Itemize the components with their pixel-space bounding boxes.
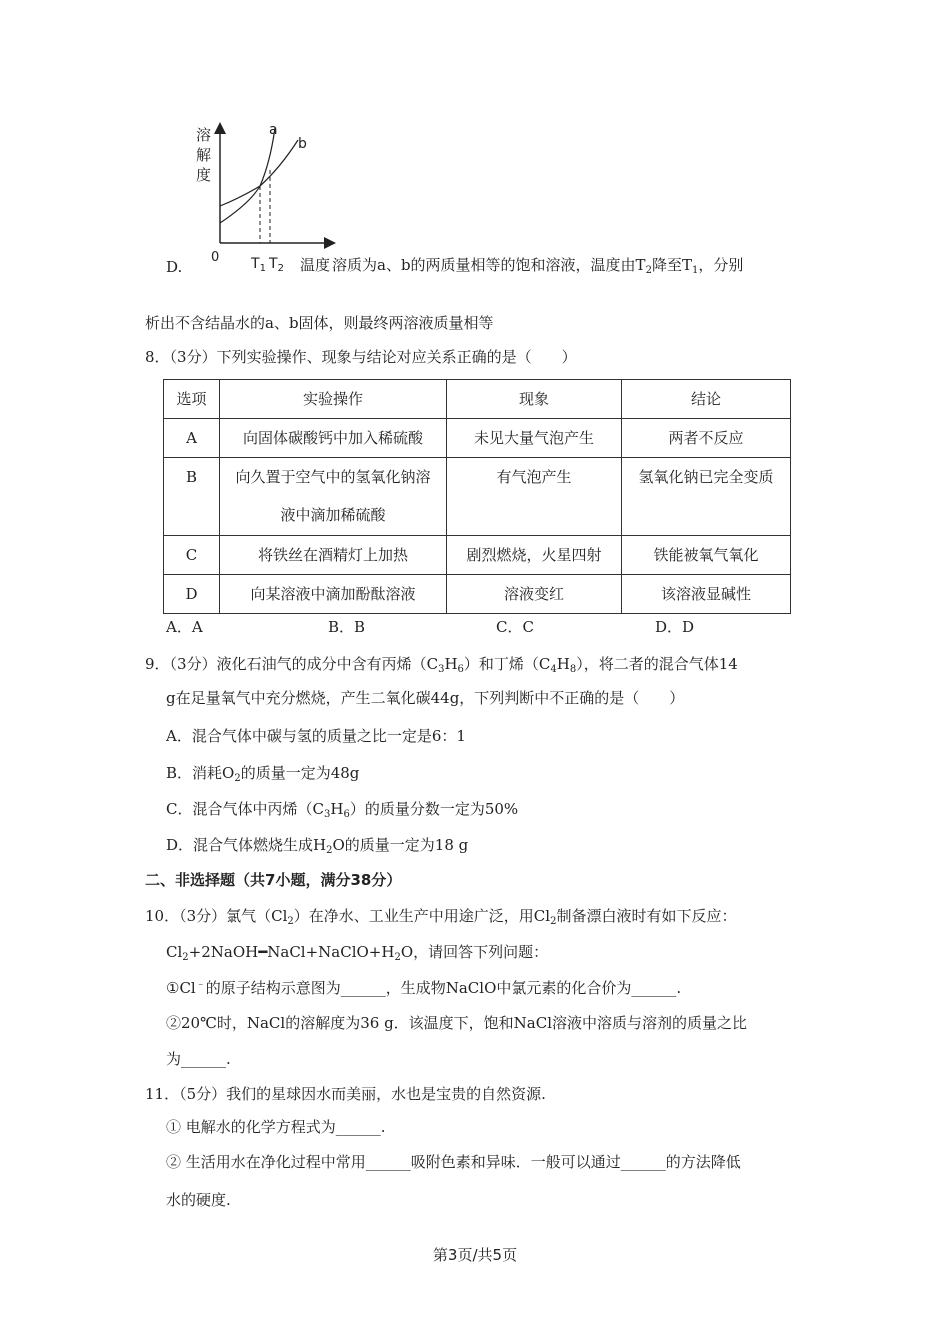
- q8-option-b: B．B: [328, 618, 366, 636]
- table-cell: A: [164, 419, 220, 458]
- q11-part-2: ② 生活用水在净化过程中常用______吸附色素和异味．一般可以通过______的方法降低: [166, 1153, 741, 1171]
- table-cell: 该溶液显碱性: [622, 575, 791, 614]
- page-footer: 第3页/共5页: [432, 1246, 518, 1264]
- q7-option-d-text: 溶质为a、b的两质量相等的饱和溶液，温度由$T_2$降至$T_1$，分别: [332, 256, 744, 276]
- q8-table: [163, 379, 791, 614]
- q8-option-a: A．A: [166, 618, 203, 636]
- table-cell: 铁能被氧气氧化: [622, 536, 791, 575]
- q8-stem: 8．（3分）下列实验操作、现象与结论对应关系正确的是（ ）: [145, 348, 577, 366]
- table-cell: 向固体碳酸钙中加入稀硫酸: [220, 419, 447, 458]
- q9-stem-1: 9．（3分）液化石油气的成分中含有丙烯$(C_3H_6)$和丁烯$(C_4H_8)$，将二者的混合气体14: [145, 655, 738, 675]
- q11-part-2-cont: 水的硬度.: [166, 1191, 231, 1209]
- table-cell: 未见大量气泡产生: [447, 419, 622, 458]
- y-label-1: 溶: [196, 126, 212, 144]
- y-label-3: 度: [196, 166, 212, 184]
- table-cell: 两者不反应: [622, 419, 791, 458]
- b-op-line-2: 液中滴加稀硫酸: [280, 506, 386, 524]
- table-header: 现象: [447, 380, 622, 419]
- q7-option-d-label: D.: [166, 258, 183, 276]
- table-cell: 剧烈燃烧，火星四射: [447, 536, 622, 575]
- section-title: 二、非选择题（共7小题，满分38分）: [145, 871, 402, 889]
- curve-b: [220, 140, 298, 206]
- y-label-2: 解: [196, 146, 212, 164]
- table-cell: B: [164, 458, 220, 536]
- q10-equation: $Cl_2+2NaOH━NaCl+NaClO+H_2O$，请回答下列问题：: [166, 943, 549, 963]
- t1-label: $T_1$: [251, 256, 266, 273]
- curve-b-label: b: [298, 136, 307, 152]
- q11-part-1: ① 电解水的化学方程式为______.: [166, 1118, 386, 1136]
- table-cell: 氢氧化钠已完全变质: [622, 458, 791, 536]
- q11-stem: 11．（5分）我们的星球因水而美丽，水也是宝贵的自然资源.: [145, 1085, 546, 1103]
- t2-label: $T_2$: [269, 256, 284, 273]
- b-op-line-1: 向久置于空气中的氢氧化钠溶: [235, 468, 431, 486]
- q7-option-d-text-2: 析出不含结晶水的a、b固体，则最终两溶液质量相等: [145, 314, 494, 332]
- curve-a-label: a: [269, 122, 278, 138]
- q9-option-d: D．混合气体燃烧生成$H_2O$的质量一定为18 g: [166, 836, 469, 856]
- table-cell: D: [164, 575, 220, 614]
- table-cell: 将铁丝在酒精灯上加热: [220, 536, 447, 575]
- q9-option-a: A．混合气体中碳与氢的质量之比一定是6：1: [166, 727, 466, 745]
- q9-option-c: C．混合气体中丙烯$(C_3H_6)$的质量分数一定为50%: [166, 800, 519, 820]
- table-header: 实验操作: [220, 380, 447, 419]
- q10-stem: 10．（3分）氯气$(Cl_2)$在净水、工业生产中用途广泛，用$Cl_2$制备漂白液时有如下反应：: [145, 907, 737, 927]
- q8-option-c: C．C: [496, 618, 534, 636]
- q9-stem-2: g在足量氧气中充分燃烧，产生二氧化碳44g，下列判断中不正确的是（ ）: [166, 689, 685, 707]
- q10-part-2-cont: 为______.: [166, 1050, 231, 1068]
- table-cell: [220, 458, 447, 536]
- table-header: 选项: [164, 380, 220, 419]
- table-cell: 向某溶液中滴加酚酞溶液: [220, 575, 447, 614]
- q8-option-d: D．D: [655, 618, 695, 636]
- table-cell: 有气泡产生: [447, 458, 622, 536]
- x-label: 温度: [300, 256, 331, 273]
- origin-label: 0: [211, 250, 220, 265]
- table-cell: 溶液变红: [447, 575, 622, 614]
- solubility-chart: [190, 118, 340, 273]
- curve-a: [220, 128, 275, 223]
- table-cell: C: [164, 536, 220, 575]
- q9-option-b: B．消耗$O_2$的质量一定为48g: [166, 764, 360, 784]
- q10-part-1: ①Cl﹣的原子结构示意图为______，生成物NaClO中氯元素的化合价为______.: [166, 979, 682, 997]
- table-header: 结论: [622, 380, 791, 419]
- q10-part-2: ②20℃时，NaCl的溶解度为36 g．该温度下，饱和NaCl溶液中溶质与溶剂的质量之比: [166, 1014, 748, 1032]
